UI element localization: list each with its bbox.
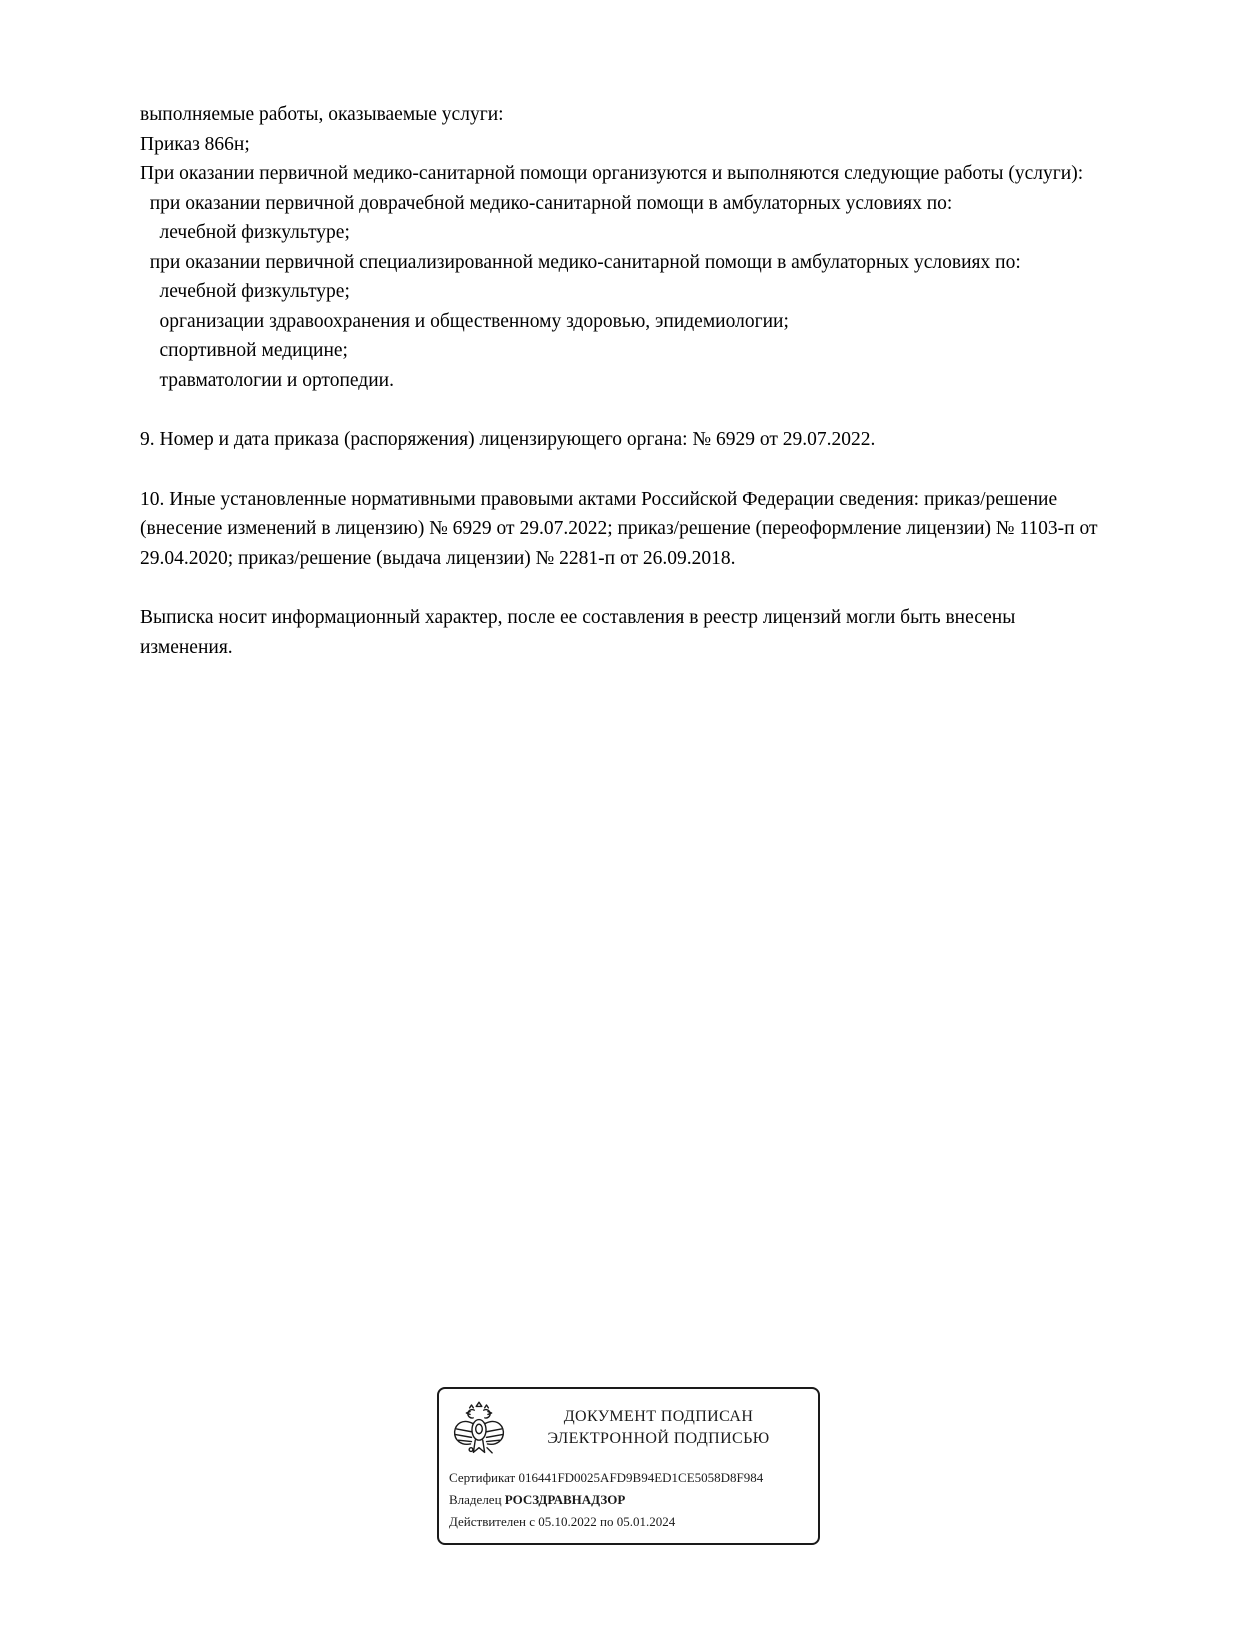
double-headed-eagle-icon (449, 1397, 509, 1459)
certificate-line (449, 1467, 808, 1489)
validity-line: Действителен с 05.10.2022 по 05.01.2024 (449, 1514, 676, 1530)
stamp-header (449, 1397, 808, 1459)
document-paragraph: выполняемые работы, оказываемые услуги: (140, 104, 504, 125)
owner-value: РОСЗДРАВНАДЗОР (504, 1492, 626, 1508)
disclaimer-paragraph: Выписка носит информационный характер, после ее составления в реестр лицензий могли быть внесены изменения. (140, 607, 1021, 658)
document-body (140, 100, 1105, 662)
document-paragraph: При оказании первичной медико-санитарной помощи организуются и выполняются следующие работы (услуги): (140, 163, 1084, 184)
document-paragraph: организации здравоохранения и общественному здоровью, эпидемиологии; (140, 310, 789, 332)
clause-10-paragraph: 10. Иные установленные нормативными правовыми актами Российской Федерации сведения: приказ/решение (внесение изменений в лицензию) № 6929 от 29.07.2022; приказ/решение (переоформление лицензии) № 1103-п от 29.04.2020; приказ/решение (выдача лицензии) № 2281-п от 26.09.2018. (140, 488, 1103, 569)
stamp-title-line1: ДОКУМЕНТ ПОДПИСАН (563, 1407, 754, 1425)
document-paragraph: спортивной медицине; (140, 340, 348, 361)
stamp-details (449, 1467, 808, 1533)
certificate-value: 016441FD0025AFD9B94ED1CE5058D8F984 (518, 1470, 764, 1485)
document-paragraph: травматологии и ортопедии. (140, 369, 394, 391)
document-paragraph: при оказании первичной специализированной медико-санитарной помощи в амбулаторных условиях по: (140, 251, 1021, 273)
electronic-signature-stamp (437, 1387, 820, 1545)
document-paragraph: лечебной физкультуре; (140, 222, 350, 243)
certificate-label: Сертификат (449, 1470, 516, 1485)
document-paragraph: при оказании первичной доврачебной медико-санитарной помощи в амбулаторных условиях по: (140, 192, 953, 214)
owner-line (449, 1489, 808, 1511)
document-paragraph: Приказ 866н; (140, 133, 250, 155)
stamp-title-line2: ЭЛЕКТРОННОЙ ПОДПИСЬЮ (547, 1430, 770, 1447)
document-paragraph: лечебной физкультуре; (140, 281, 350, 302)
owner-label: Владелец (449, 1492, 502, 1508)
stamp-title (509, 1406, 808, 1451)
clause-9-paragraph: 9. Номер и дата приказа (распоряжения) лицензирующего органа: № 6929 от 29.07.2022. (140, 429, 876, 450)
